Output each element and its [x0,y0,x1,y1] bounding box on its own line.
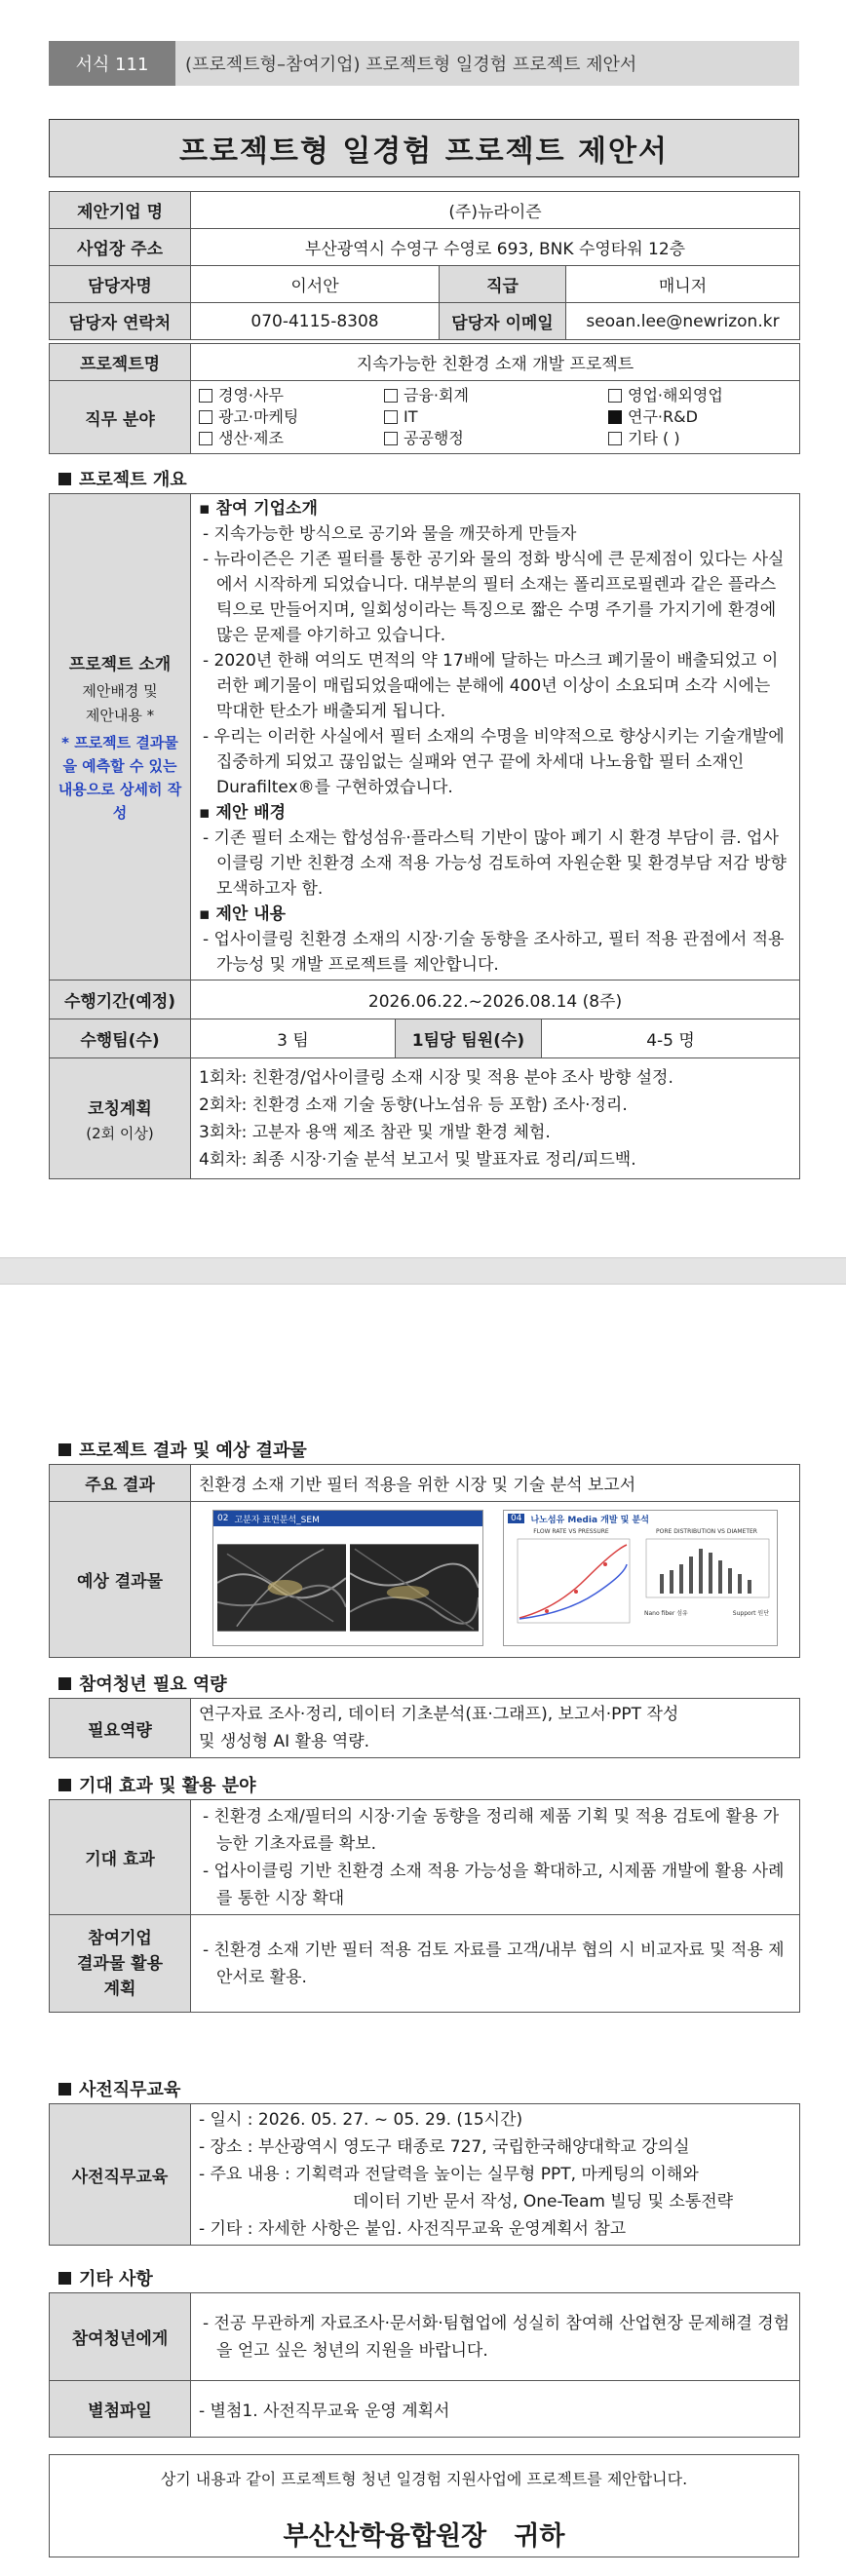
section-results-heading: 프로젝트 결과 및 예상 결과물 [58,1437,307,1462]
overview-label-cell [50,494,191,980]
overview-para: - 뉴라이즌은 기존 필터를 통한 공기와 물의 정화 방식에 큰 문제점이 있다는 사실에서 시작하게 되었습니다. 대부분의 필터 소재는 폴리프로필렌과 같은 플라스틱으로 만들어지며, 일회성이라는 특징으로 짧은 수명 주기를 가지기에 환경에 많은 문제를 야기하고 있습니다. [203,550,785,645]
overview-para: - 우리는 이러한 사실에서 필터 소재의 수명을 비약적으로 향상시키는 기술개발에 집중하게 되었고 끊임없는 실패와 연구 끝에 차세대 나노융합 필터 소재인Durafiltex®를 구현하였습니다. [203,727,785,797]
overview-para: - 2020년 한해 여의도 면적의 약 17배에 달하는 마스크 폐기물이 배출되었고 이러한 폐기물이 매립되었을때에는 분해에 400년 이상이 소요되며 소각 시에는 막대한 탄소가 배출되게 됩니다. [203,651,779,721]
overview-label-note: * 프로젝트 결과물을 예측할 수 있는 내용으로 상세히 작성 [58,733,182,822]
overview-para: - 지속가능한 방식으로 공기와 물을 깨끗하게 만들자 [203,524,577,544]
coaching-label: 코칭계획 [88,1098,152,1119]
overview-para: - 기존 필터 소재는 합성섬유·플라스틱 기반이 많아 폐기 시 환경 부담이 큼. 업사이클링 기반 친환경 소재 적용 가능성 검토하여 자원순환 및 환경부담 저감 방향 모색하고자 함. [203,828,787,899]
competency-label: 필요역량 [50,1699,191,1758]
slide-title: 나노섬유 Media 개발 및 분석 [530,1515,649,1525]
company-name: (주)뉴라이즌 [191,192,800,229]
support-legend: Support 원단 [732,1610,769,1617]
sem-image-left [217,1544,346,1632]
field-option[interactable]: 기타 ( ) [608,428,793,449]
overview-heading-company: ▪ 참여 기업소개 [199,499,318,519]
manager-value: 이서안 [191,266,440,303]
coaching-item: 3회차: 고분자 용액 제조 참관 및 개발 환경 체험. [199,1122,551,1142]
square-bullet-icon [58,1443,71,1456]
checkbox-icon [384,410,398,424]
section-effect-heading: 기대 효과 및 활용 분야 [58,1772,256,1797]
section-overview-heading: 프로젝트 개요 [58,466,187,491]
pore-chart-title: PORE DISTRIBUTION VS DIAMETER [656,1528,757,1535]
overview-heading-proposal: ▪ 제안 내용 [199,904,287,924]
field-option[interactable]: 생산·제조 [199,428,384,449]
period-value: 2026.06.22.~2026.08.14 (8주) [191,980,800,1019]
overview-heading-background: ▪ 제안 배경 [199,803,287,823]
teams-label: 수행팀(수) [50,1019,191,1058]
phone-value: 070-4115-8308 [191,303,440,340]
closing-recipient: 부산산학융합원장 귀하 [283,2521,565,2552]
page-separator [0,1257,846,1285]
coaching-item: 2회차: 친환경 소재 기술 동향(나노섬유 등 포함) 조사·정리. [199,1095,628,1115]
youth-content: - 전공 무관하게 자료조사·문서화·팀협업에 성실히 참여해 산업현장 문제해결 경험을 얻고 싶은 청년의 지원을 바랍니다. [191,2293,800,2381]
main-result-label: 주요 결과 [50,1465,191,1502]
field-option[interactable]: 경영·사무 [199,385,384,406]
address-label: 사업장 주소 [50,229,191,266]
results-table [49,1464,800,1658]
checkbox-icon [608,410,622,424]
closing-box [49,2454,799,2557]
checkbox-icon [199,410,212,424]
training-table [49,2103,800,2246]
teams-value: 3 팀 [191,1019,396,1058]
effect-label: 기대 효과 [50,1800,191,1915]
expected-output-images [191,1502,800,1658]
sem-image-right [350,1544,479,1632]
checkbox-icon [384,432,398,445]
flow-pressure-chart [508,1535,634,1633]
competency-table [49,1698,800,1758]
attachment-label: 별첨파일 [50,2381,191,2438]
square-bullet-icon [58,1779,71,1791]
section-training-heading: 사전직무교육 [58,2076,180,2101]
overview-label-main: 프로젝트 소개 [68,654,172,674]
checkbox-icon [199,389,212,403]
sem-analysis-slide [212,1510,483,1646]
expected-output-label: 예상 결과물 [50,1502,191,1658]
field-option[interactable]: 연구·R&D [608,406,793,428]
document-title: 프로젝트형 일경험 프로젝트 제안서 [49,119,799,177]
job-field-options [191,381,800,454]
project-name-label: 프로젝트명 [50,344,191,381]
rank-value: 매니저 [566,266,800,303]
use-plan-content: - 친환경 소재 기반 필터 적용 검토 자료를 고객/내부 협의 시 비교자료 및 적용 제안서로 활용. [191,1915,800,2013]
coaching-label-cell [50,1058,191,1179]
field-option[interactable]: 공공행정 [384,428,608,449]
project-name: 지속가능한 친환경 소재 개발 프로젝트 [191,344,800,381]
nanofiber-legend: Nano fiber 섬유 [644,1610,688,1617]
square-bullet-icon [58,2083,71,2095]
phone-label: 담당자 연락처 [50,303,191,340]
period-label: 수행기간(예정) [50,980,191,1019]
page-1 [0,0,846,1257]
effect-table [49,1799,800,2013]
coaching-items [191,1058,800,1179]
team-members-value: 4-5 명 [542,1019,800,1058]
coaching-sub: (2회 이상) [86,1124,154,1142]
closing-text: 상기 내용과 같이 프로젝트형 청년 일경험 지원사업에 프로젝트를 제안합니다. [160,2470,688,2488]
manager-label: 담당자명 [50,266,191,303]
job-field-label: 직무 분야 [50,381,191,454]
field-option[interactable]: 영업·해외영업 [608,385,793,406]
main-result-value: 친환경 소재 기반 필터 적용을 위한 시장 및 기술 분석 보고서 [191,1465,800,1502]
slide-title: 고분자 표면분석_SEM [234,1515,320,1525]
form-tag [49,41,799,86]
checkbox-icon [608,432,622,445]
form-number: 서식 111 [49,41,175,86]
section-etc-heading: 기타 사항 [58,2265,153,2290]
field-option[interactable]: 광고·마케팅 [199,406,384,428]
overview-label-sub1: 제안배경 및 [82,681,158,700]
checkbox-icon [199,432,212,445]
slide-number: 02 [217,1514,229,1523]
youth-label: 참여청년에게 [50,2293,191,2381]
checkbox-icon [608,389,622,403]
overview-content [191,494,800,980]
company-info-table [49,191,800,340]
nanofiber-media-slide [503,1510,778,1646]
training-content: - 일시 : 2026. 05. 27. ~ 05. 29. (15시간) - 장소 : 부산광역시 영도구 태종로 727, 국립한국해양대학교 강의실 - 주요 내용 : 기획력과 전달력을 높이는 실무형 PPT, 마케팅의 이해와 데이터 기반 문서 작성, One-Team 빌딩 및 소통전략 - 기타 : 자세한 사항은 붙임. 사전직무교육 운영계획서 참고 [191,2104,800,2246]
training-label: 사전직무교육 [50,2104,191,2246]
square-bullet-icon [58,473,71,485]
overview-para: - 업사이클링 친환경 소재의 시장·기술 동향을 조사하고, 필터 적용 관점에서 적용 가능성 및 개발 프로젝트를 제안합니다. [203,930,785,975]
overview-label-sub2: 제안내용 * [85,706,155,724]
team-members-label: 1팀당 팀원(수) [396,1019,542,1058]
field-option[interactable]: IT [384,406,608,428]
use-plan-label: 참여기업 결과물 활용 계획 [50,1915,191,2013]
page-2 [0,1285,846,2576]
coaching-item: 4회차: 최종 시장·기술 분석 보고서 및 발표자료 정리/피드백. [199,1149,636,1170]
effect-content: - 친환경 소재/필터의 시장·기술 동향을 정리해 제품 기획 및 적용 검토에 활용 가능한 기초자료를 확보. - 업사이클링 기반 친환경 소재 적용 가능성을 확대하고, 시제품 개발에 활용 사례를 통한 시장 확대 [191,1800,800,1915]
pore-distribution-chart [640,1535,773,1603]
field-option[interactable]: 금융·회계 [384,385,608,406]
company-name-label: 제안기업 명 [50,192,191,229]
section-competency-heading: 참여청년 필요 역량 [58,1671,227,1696]
slide-number: 04 [508,1514,524,1523]
email-value: seoan.lee@newrizon.kr [566,303,800,340]
project-info-table [49,343,800,454]
email-label: 담당자 이메일 [440,303,566,340]
rank-label: 직급 [440,266,566,303]
checkbox-icon [384,389,398,403]
address-value: 부산광역시 수영구 수영로 693, BNK 수영타워 12층 [191,229,800,266]
competency-value: 연구자료 조사·정리, 데이터 기초분석(표·그래프), 보고서·PPT 작성 및 생성형 AI 활용 역량. [191,1699,800,1758]
etc-table [49,2292,800,2438]
coaching-item: 1회차: 친환경/업사이클링 소재 시장 및 적용 분야 조사 방향 설정. [199,1067,673,1088]
square-bullet-icon [58,1677,71,1690]
attachment-value: - 별첨1. 사전직무교육 운영 계획서 [191,2381,800,2438]
overview-table [49,493,800,1179]
flow-chart-title: FLOW RATE VS PRESSURE [533,1528,609,1535]
square-bullet-icon [58,2272,71,2285]
form-tag-text: (프로젝트형–참여기업) 프로젝트형 일경험 프로젝트 제안서 [175,41,799,86]
